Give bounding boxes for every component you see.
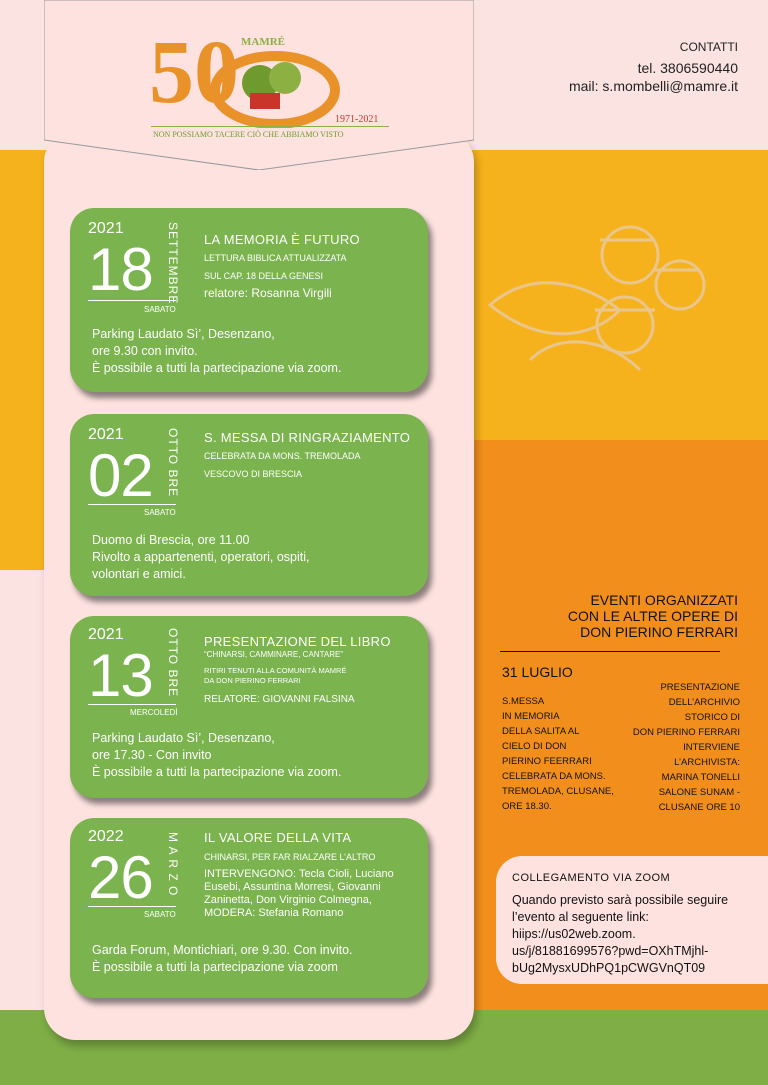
zoom-text[interactable]: Quando previsto sarà possibile seguire l’evento al seguente link: hiips://us02web.zoom. us/j/81881699576?pwd=OXhTMjhl- bUg2MysxUDhPQ1pCWGVnQT09 [512,893,729,975]
event-day: 13 [88,642,153,709]
event-month: OTTO BRE [166,628,180,698]
logo-motto: NON POSSIAMO TACERE CIÒ CHE ABBIAMO VISTO [153,130,344,139]
event-info: Garda Forum, Montichiari, ore 9.30. Con invito. È possibile a tutti la partecipazione via zoom [92,943,353,974]
logo-tree-icon [205,38,345,128]
side-events-heading: EVENTI ORGANIZZATI CON LE ALTRE OPERE DI DON PIERINO FERRARI [567,592,738,640]
event-info: Parking Laudato Sì’, Desenzano, ore 9.30 con invito. È possibile a tutti la partecipazione via zoom. [92,327,342,375]
event-month: M A R Z O [166,832,180,897]
event-day: 26 [88,844,153,911]
event-weekday: MERCOLEDÌ [130,708,178,717]
logo-number: 50 [149,23,239,122]
contacts-block [569,40,738,94]
event-line: SUL CAP. 18 DELLA GENESI [204,271,324,281]
logo-years: 1971-2021 [335,114,379,125]
event-info: Duomo di Brescia, ore 11.00 Rivolto a appartenenti, operatori, ospiti, volontari e amici. [92,533,310,581]
contacts-mail[interactable]: mail: s.mombelli@mamre.it [568,78,738,94]
event-info: Parking Laudato Sì’, Desenzano, ore 17.30 - Con invito È possibile a tutti la partecipazione via zoom. [92,731,342,779]
event-speaker: INTERVENGONO: Tecla Cioli, Luciano Eusebi, Assuntina Morresi, Giovanni Zaninetta, Don Virginio Colmegna, MODERA: Stefania Romano [204,868,394,919]
side-events-date: 31 LUGLIO [502,664,573,680]
event-line: “CHINARSI, CAMMINARE, CANTARE” [204,650,343,659]
mamre-50-logo [145,23,395,148]
event-card-3 [70,616,428,798]
zoom-box [496,856,768,984]
event-line: RITIRI TENUTI ALLA COMUNITÀ MAMRÉ [204,666,347,675]
event-weekday: SABATO [144,910,176,919]
event-year: 2022 [88,828,124,845]
event-title: S. MESSA DI RINGRAZIAMENTO [204,430,411,445]
contacts-tel[interactable]: tel. 3806590440 [637,60,738,76]
event-year: 2021 [88,426,124,443]
event-line: VESCOVO DI BRESCIA [204,469,303,479]
event-card-4 [70,818,428,998]
event-month: OTTO BRE [166,428,180,498]
event-month: SETTEMBRE [166,222,180,305]
event-line: CHINARSI, PER FAR RIALZARE L’ALTRO [204,852,376,862]
logo-brand: MAMRÉ [241,36,285,48]
event-day: 18 [88,236,153,303]
event-weekday: SABATO [144,508,176,517]
event-card-2 [70,414,428,596]
event-speaker: RELATORE: GIOVANNI FALSINA [204,694,355,705]
side-event-left: S.MESSA IN MEMORIA DELLA SALITA AL CIELO DI DON PIERINO FEERRARI CELEBRATA DA MONS. TREMOLADA, CLUSANE, ORE 18.30. [502,696,614,812]
event-year: 2021 [88,220,124,237]
event-speaker: relatore: Rosanna Virgili [204,286,332,300]
acorn-oak-leaf-illustration [470,210,730,410]
event-line: LETTURA BIBLICA ATTUALIZZATA [204,253,347,263]
event-line: CELEBRATA DA MONS. TREMOLADA [204,451,361,461]
event-title: IL VALORE DELLA VITA [204,830,352,845]
side-event-right: PRESENTAZIONE DELL’ARCHIVIO STORICO DI DON PIERINO FERRARI INTERVIENE L’ARCHIVISTA: MARINA TONELLI SALONE SUNAM - CLUSANE ORE 10 [632,682,740,813]
event-title: LA MEMORIA È FUTURO [204,232,360,247]
event-line: DA DON PIERINO FERRARI [204,676,301,685]
event-year: 2021 [88,626,124,643]
event-title: PRESENTAZIONE DEL LIBRO [204,634,391,649]
contacts-title: CONTATTI [679,40,738,54]
event-card-1 [70,208,428,392]
zoom-title: COLLEGAMENTO VIA ZOOM [512,872,671,884]
event-weekday: SABATO [144,305,176,314]
event-day: 02 [88,442,153,509]
